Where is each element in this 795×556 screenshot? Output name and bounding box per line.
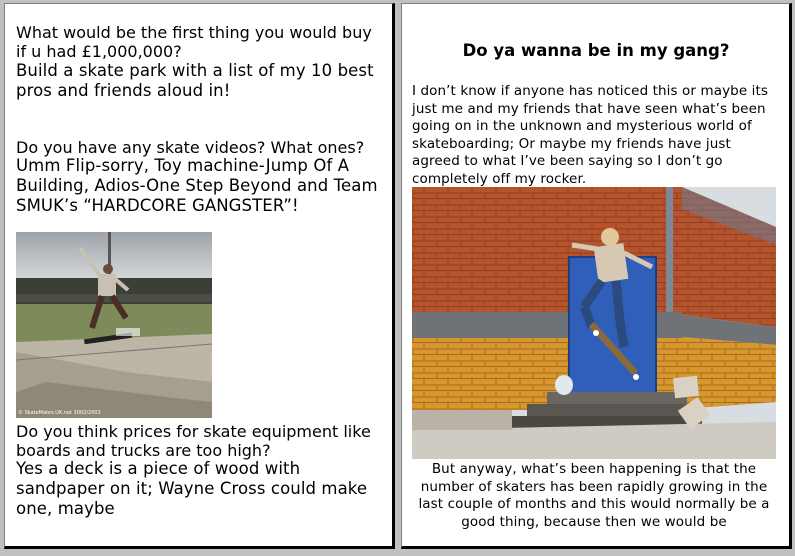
skater-grind-photo <box>412 187 776 459</box>
answer-2: Umm Flip-sorry, Toy machine-Jump Of A Building, Adios-One Step Beyond and Team SMUK’s “HARDCORE GANGSTER”! <box>16 156 378 215</box>
skater-jump-photo <box>16 232 212 418</box>
question-1: What would be the first thing you would buy if u had £1,000,000? <box>16 23 372 61</box>
answer-1: Build a skate park with a list of my 10 best pros and friends aloud in! <box>16 61 374 100</box>
skater-jump-illustration <box>16 232 212 418</box>
right-page <box>401 3 792 549</box>
question-2: Do you have any skate videos? What ones? <box>16 138 365 157</box>
question-3: Do you think prices for skate equipment like boards and trucks are too high? <box>16 422 371 460</box>
article-outro: But anyway, what’s been happening is that the number of skaters has been rapidly growing in the last couple of months and this would normally be a good thing, because then we would be <box>418 461 770 530</box>
article-title: Do ya wanna be in my gang? <box>462 41 730 60</box>
skater-grind-illustration <box>412 187 776 459</box>
article-intro: I don’t know if anyone has noticed this or maybe its just me and my friends that have seen what’s been going on in the unknown and mysterious world of skateboarding; Or maybe my friends have just agreed to what I’ve been saying so I don’t go completely off my rocker. <box>412 83 769 187</box>
photo-credit: © SkateMates.UK.net 2002/2003 <box>18 410 101 416</box>
answer-3: Yes a deck is a piece of wood with sandpaper on it; Wayne Cross could make one, maybe <box>16 459 368 518</box>
left-page <box>4 3 395 549</box>
